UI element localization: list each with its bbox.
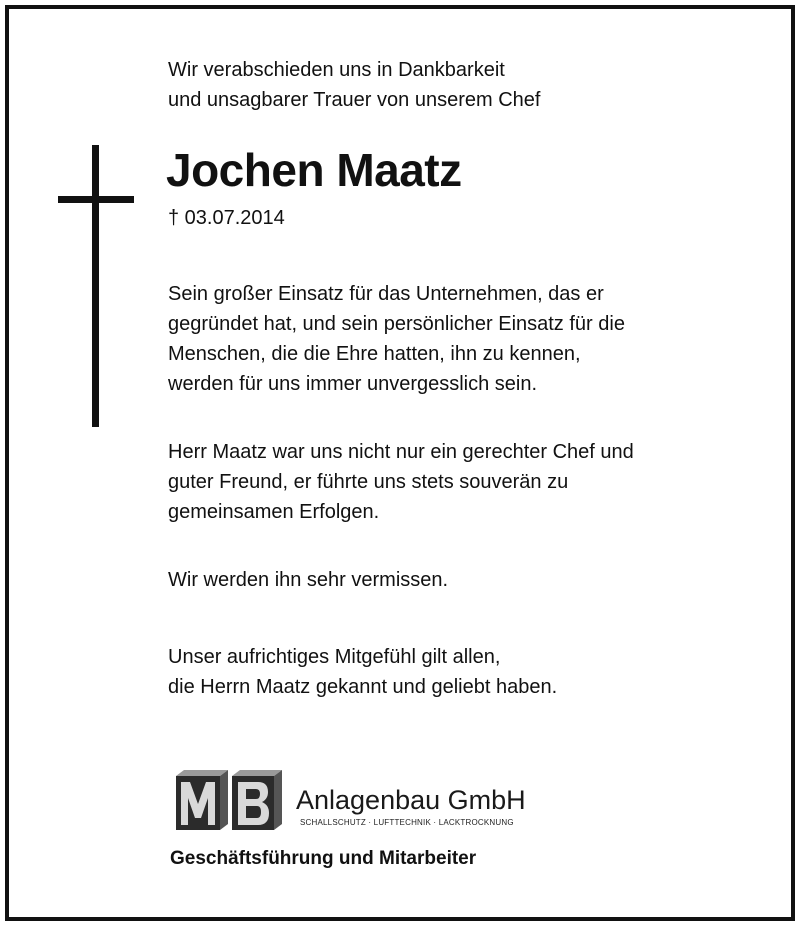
- paragraph-line: gegründet hat, und sein persönlicher Einsatz für die: [168, 313, 625, 335]
- paragraph-line: guter Freund, er führte uns stets souverän zu: [168, 471, 569, 493]
- company-name: Anlagenbau GmbH: [296, 785, 526, 815]
- paragraph-line: gemeinsamen Erfolgen.: [168, 501, 380, 523]
- company-logo: [172, 770, 542, 836]
- paragraph-line: Wir werden ihn sehr vermissen.: [168, 569, 449, 591]
- cross-vertical-bar: [92, 145, 99, 427]
- paragraph-tribute: [168, 279, 625, 399]
- company-tagline: SCHALLSCHUTZ · LUFTTECHNIK · LACKTROCKNUNG: [300, 818, 514, 827]
- death-date: † 03.07.2014: [168, 207, 285, 229]
- paragraph-condolence: [168, 642, 557, 702]
- signature: Geschäftsführung und Mitarbeiter: [170, 848, 477, 869]
- cross-horizontal-bar: [58, 196, 134, 203]
- intro-line: Wir verabschieden uns in Dankbarkeit: [168, 59, 505, 81]
- paragraph-line: Unser aufrichtiges Mitgefühl gilt allen,: [168, 646, 501, 668]
- mb-logo-icon: [172, 770, 287, 832]
- paragraph-line: Sein großer Einsatz für das Unternehmen, das er: [168, 283, 604, 305]
- paragraph-missing: [168, 565, 448, 595]
- intro-text: [168, 55, 540, 115]
- paragraph-line: werden für uns immer unvergesslich sein.: [168, 373, 538, 395]
- paragraph-line: Menschen, die die Ehre hatten, ihn zu kennen,: [168, 343, 581, 365]
- deceased-name: Jochen Maatz: [166, 144, 462, 196]
- paragraph-line: Herr Maatz war uns nicht nur ein gerechter Chef und: [168, 441, 634, 463]
- paragraph-line: die Herrn Maatz gekannt und geliebt haben.: [168, 676, 558, 698]
- paragraph-character: [168, 437, 634, 527]
- intro-line: und unsagbarer Trauer von unserem Chef: [168, 89, 541, 111]
